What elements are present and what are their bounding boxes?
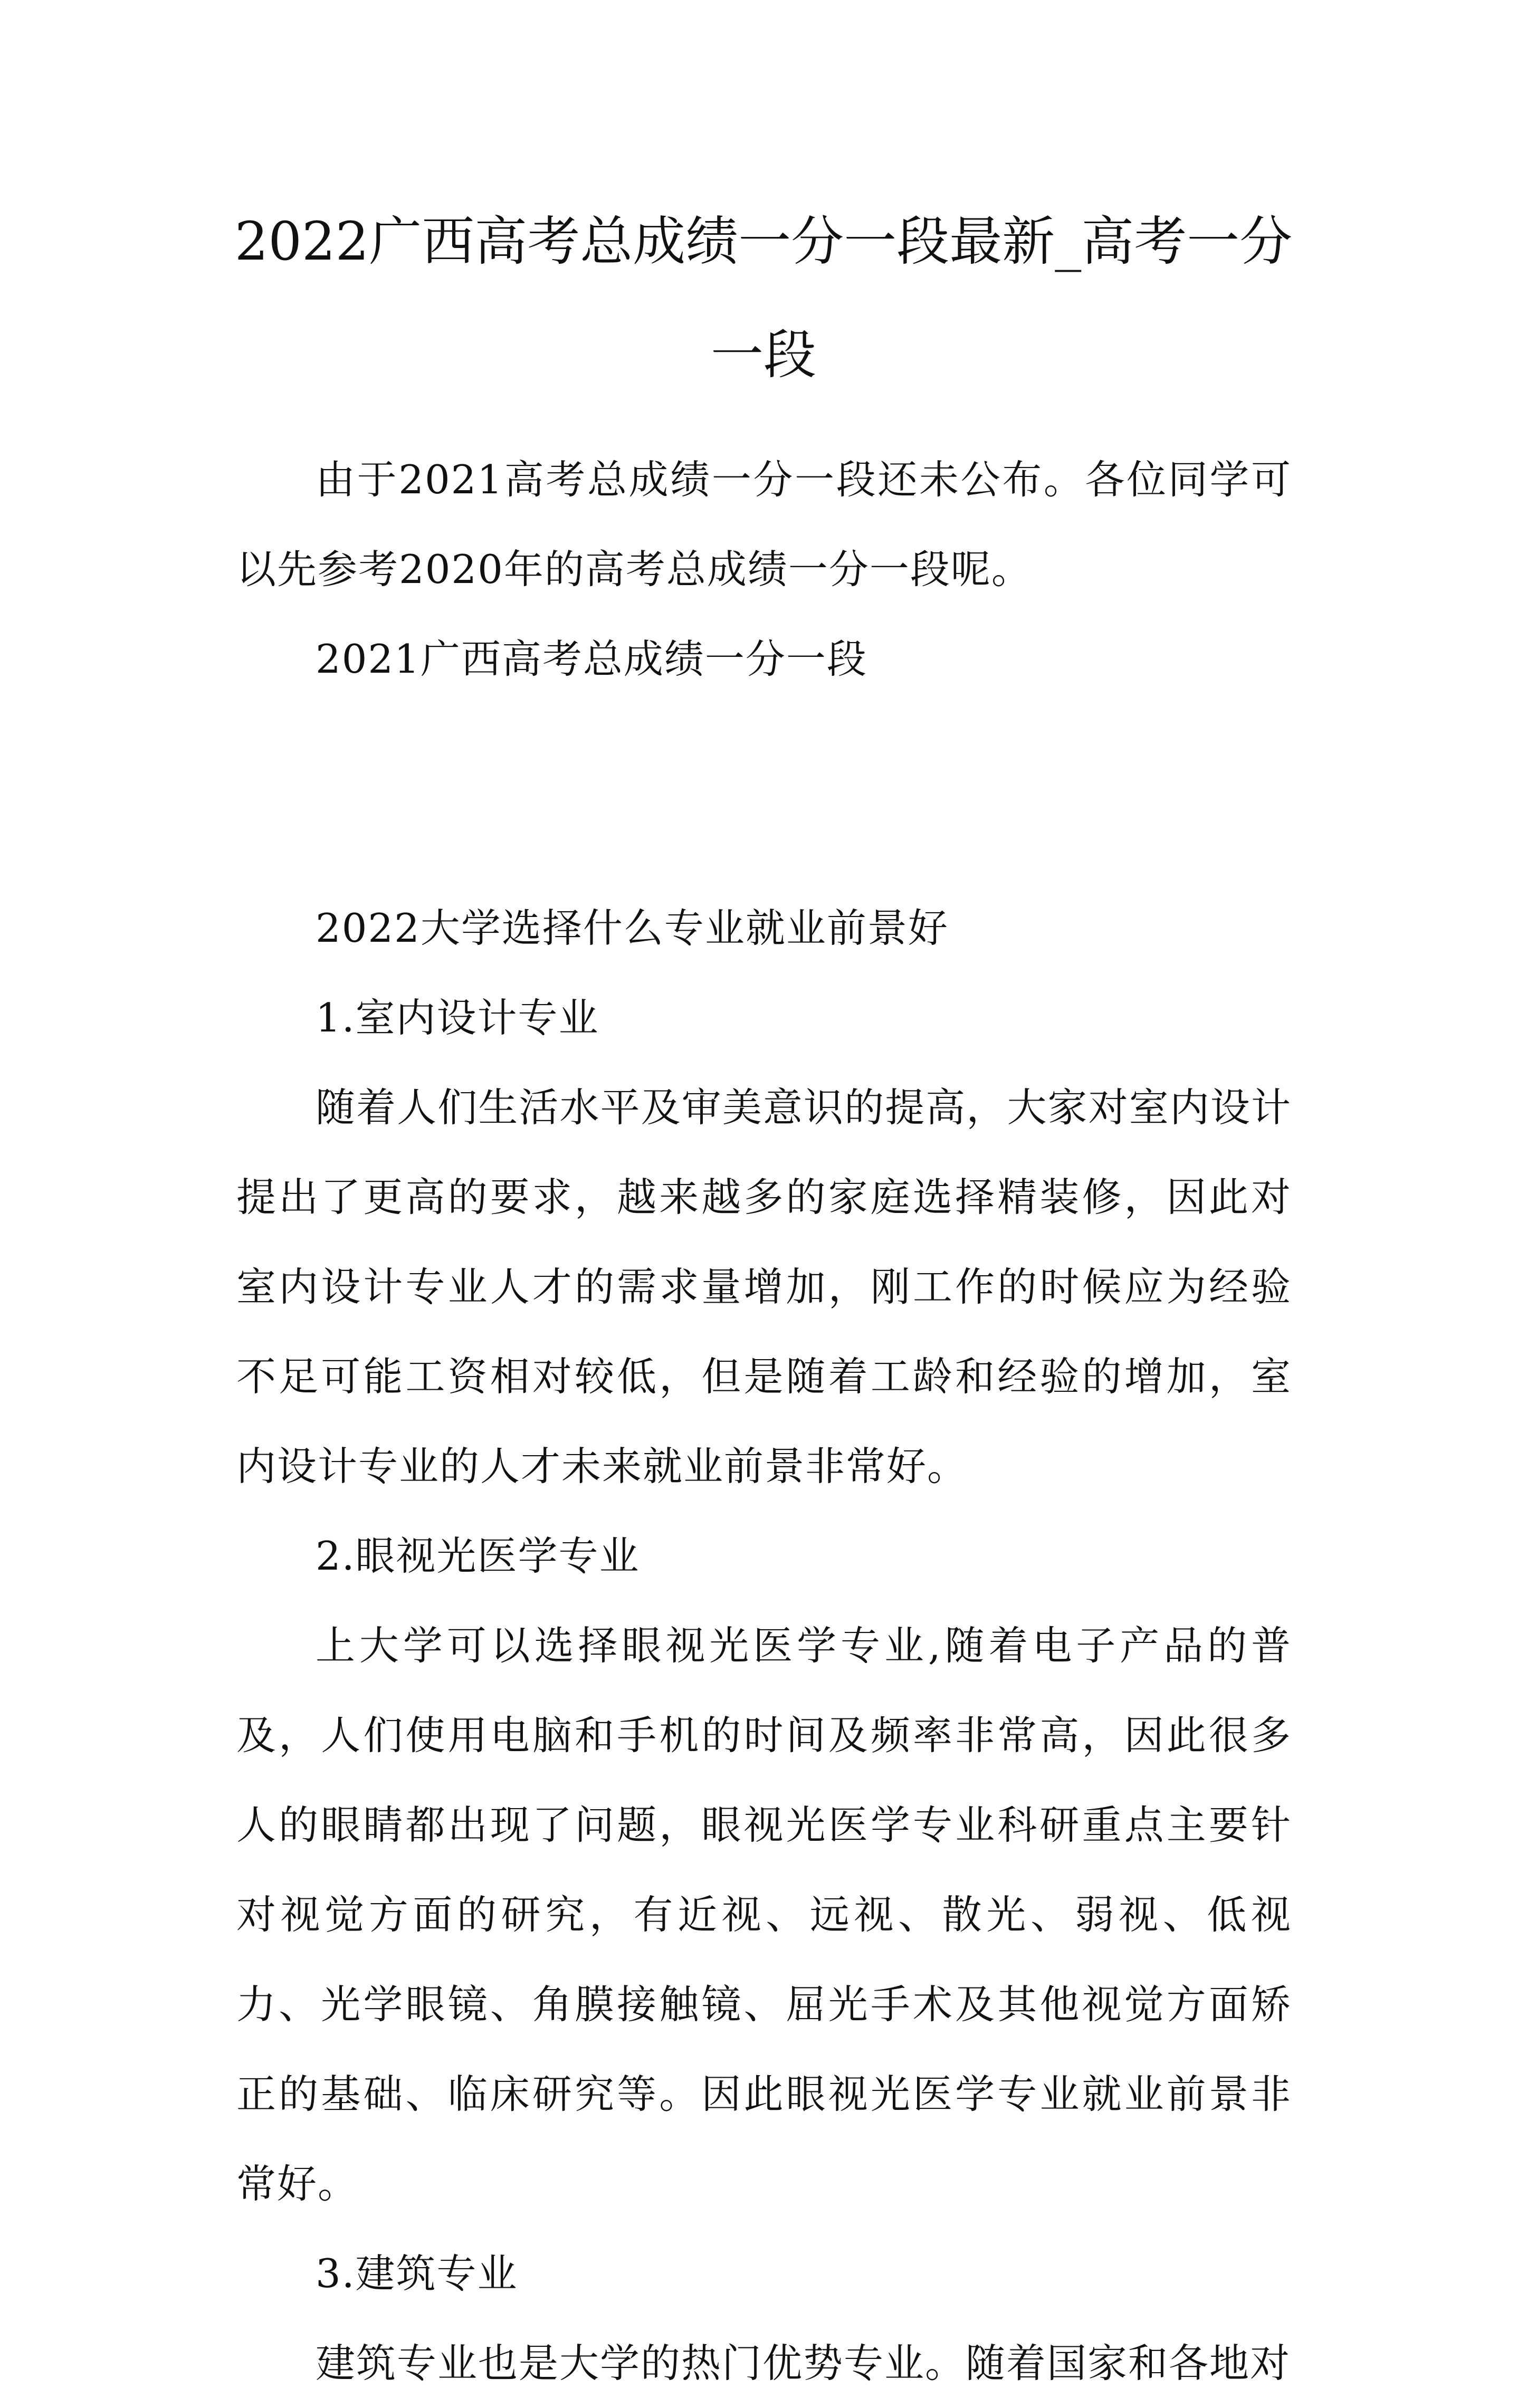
section-heading-majors: 2022大学选择什么专业就业前景好 [316,905,949,951]
paragraph-interior-design: 随着人们生活水平及审美意识的提高，大家对室内设计提出了更高的要求，越来越多的家庭选择精装修，因此对室内设计专业人才的需求量增加，刚工作的时候应为经验不足可能工资相对较低，但是随着工龄和经验的增加，室内设计专业的人才未来就业前景非常好。 [236,1084,1292,1489]
paragraph-architecture: 建筑专业也是大学的热门优势专业。随着国家和各地对 [316,2340,1291,2386]
paragraph-optometry: 上大学可以选择眼视光医学专业,随着电子产品的普及，人们使用电脑和手机的时间及频率非常高，因此很多人的眼睛都出现了问题，眼视光医学专业科研重点主要针对视觉方面的研究，有近视、远视、散光、弱视、低视力、光学眼镜、角膜接触镜、屈光手术及其他视觉方面矫正的基础、临床研究等。因此眼视光医学专业就业前景非常好。 [236,1622,1292,2207]
major-heading-optometry: 2.眼视光医学专业 [316,1533,640,1579]
missing-table-space [236,704,1292,883]
major-heading-architecture: 3.建筑专业 [316,2250,518,2297]
document-body [236,435,1292,2408]
major-heading-interior-design: 1.室内设计专业 [316,995,599,1041]
document-title: 2022广西高考总成绩一分一段最新_高考一分一段 [234,211,1293,386]
section-heading-score-table: 2021广西高考总成绩一分一段 [316,636,867,682]
intro-paragraph: 由于2021高考总成绩一分一段还未公布。各位同学可以先参考2020年的高考总成绩一分一段呢。 [236,456,1292,593]
